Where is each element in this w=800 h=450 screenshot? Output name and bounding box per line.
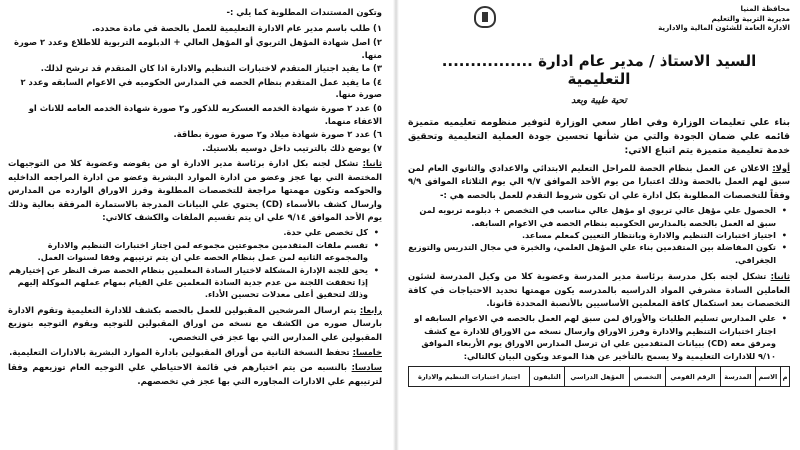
section-second bbox=[8, 157, 382, 224]
conditions-list bbox=[408, 204, 790, 266]
table-header-cell: الاسم bbox=[755, 367, 780, 387]
org-line: محافظة المنيا bbox=[740, 4, 790, 13]
section-text: تشكل لجنه بكل ادارة برئاسة مدير الادارة او من يفوضه وعضوية كلا من التوجيهات المختصة التي بها عجز وعضو من ادارة الموارد البشرية وعضو من ادارة المراجعه الداخليه والحوكمه وتكون مهمتها مراجعة للتخصصات المطلوبة وفرز الاوراق الوارده من المدارس وارسال كشف بالأسماء (CD) يحتوي علي البيانات المدرجة بالاستمارة المرفقة بعالية وذلك يوم الأحد الموافق ٩/١٤ علي ان يتم تقسيم الملفات والكشف كالاتي: bbox=[8, 158, 382, 222]
letter-title: السيد الاستاذ / مدير عام ادارة ................ التعليمية bbox=[441, 52, 757, 88]
condition-item: • اجتياز اختبارات التنظيم والادارة وبانتظار التعيين كمعلم مساعد. bbox=[408, 229, 790, 241]
greeting: تحية طيبة وبعد bbox=[571, 96, 627, 106]
document-page-1 bbox=[400, 0, 800, 450]
section-text: تشكل لجنه بكل مدرسة برئاسة مدير المدرسة وعضوية كلا من وكيل المدرسة لشئون العاملين السادة مشرفي المواد الدراسيه بالمدرسه يكون مهمتها تحديد الاحتياجات في كافة التخصصات بعد استكمال كافة المعلمين الأساسيين بالأنصبة المحددة قانونا. bbox=[408, 271, 790, 309]
table-header-cell: المدرسة bbox=[721, 367, 756, 387]
page-divider bbox=[393, 0, 399, 450]
sub-item: • يحق للجنة الإدارة المشكلة لاختيار السادة المعلمين بنظام الحصة صرف النظر عن إختيارهم إذا تحققت اللجنة من عدم جدية السادة المعلمين علي القيام بمهام عملهم الموكلة إليهم وذلك لتحقيق أعلى معدلات تحسين الأداء. bbox=[8, 264, 382, 301]
doc-item: ٤) ما يفيد عمل المتقدم بنظام الحصه في المدارس الحكوميه في الاعوام السابقه وعدد ٢ صورة منها. bbox=[20, 76, 382, 100]
section-second bbox=[408, 270, 790, 310]
section-text: تحفظ النسخة الثانية من أوراق المقبولين بادارة الموارد البشرية بالادارات التعليمية. bbox=[9, 347, 350, 358]
table-header-cell: م bbox=[780, 367, 789, 387]
section-label: ثانيا: bbox=[362, 158, 382, 169]
section-text: الاعلان عن العمل بنظام الحصة للمراحل التعليم الابتدائي والاعدادي والثانوي العام لمن سبق لهم العمل بالحصة وذلك اعتبارا من يوم الأحد الموافق ٩/٧ الي يوم الثلاثاء الموافق ٩/٩ وفقاً للتخصصات المطلوبة بكل ادارة علي ان تكون شروط التقدم للعمل بالحصه هي :- bbox=[408, 163, 790, 200]
doc-item: ١) طلب باسم مدير عام الادارة التعليمية للعمل بالحصة في مادة محدده. bbox=[91, 23, 382, 34]
table-header-cell: المؤهل الدراسي bbox=[565, 367, 630, 387]
docs-intro: وتكون المستندات المطلوبة كما يلي :- bbox=[226, 7, 382, 17]
condition-item: • الحصول علي مؤهل عالي تربوي او مؤهل عالي مناسب في التخصص + دبلومه تربويه لمن سبق له العمل بالحصه بالمدارس الحكوميه بنظام الحصه في الاعوام السابقه. bbox=[408, 204, 790, 229]
sub-item: • تقسم ملفات المتقدمين مجموعتين مجموعه لمن اجتاز اختبارات التنظيم والادارة والمجموعه الثانيه لمن عمل بنظام الحصه علي ان يتم ترتيبهم وفقا لسنوات العمل. bbox=[8, 239, 382, 264]
table-header-row bbox=[409, 367, 790, 387]
table-header-cell: التخصص bbox=[630, 367, 665, 387]
doc-item: ٧) يوضع ذلك بالترتيب داخل دوسيه بلاستيك. bbox=[202, 142, 382, 153]
section-label: سادسا: bbox=[351, 362, 382, 373]
applicants-table bbox=[408, 366, 790, 387]
committee-subitems bbox=[8, 226, 382, 300]
section-text: بالنسبه من يتم اختيارهم في قائمة الاحتياطي علي التوجيه العام توزيعهم وفقا لترتيبهم علي الادارات المجاوره التي بها عجز في تخصصهم. bbox=[8, 362, 382, 386]
section-text: يتم ارسال المرشحين المقبولين للعمل بالحصه بكشف للادارة التعليمية وتقوم الادارة بارسال صوره من الكشف مع نسخه من اوراق المقبولين للتوجيه ويقوم التوجيه بتوزيع المقبولين علي المدارس التي بها عجز في التخصص. bbox=[8, 304, 382, 342]
document-page-2 bbox=[0, 0, 392, 450]
section-label: رابعا: bbox=[359, 304, 382, 315]
section-label: أولا: bbox=[772, 163, 790, 173]
doc-item: ٦) عدد ٢ صورة شهادة ميلاد و٢ صورة صورة بطاقة. bbox=[173, 129, 382, 140]
required-docs-list bbox=[8, 22, 382, 154]
letter-intro: بناء علي تعليمات الوزارة وفي اطار سعي الوزارة لتوفير منظومه تعليميه متميزة قائمه علي ضمان الجودة والتي من شأنها تحسين جودة العملية التعليمية وتحقيق خدمة تعليمية متميزة يتم اتباع الاتي: bbox=[408, 117, 790, 156]
section-label: ثانيا: bbox=[770, 271, 791, 282]
doc-item: ٣) ما يفيد اجتياز المتقدم لاختبارات التنظيم والادارة اذا كان المتقدم قد ترشح لذلك. bbox=[40, 63, 382, 74]
table-header-cell: الرقم القومي bbox=[665, 367, 720, 387]
condition-item: • تكون المفاضلة بين المتقدمين بناء علي المؤهل العلمي، والخبرة في مجال التدريس والتوزيع الجغرافي. bbox=[408, 241, 790, 266]
section-label: خامسا: bbox=[352, 347, 382, 358]
school-step: • علي المدارس تسليم الطلبات والأوراق لمن سبق لهم العمل بالحصه في الاعوام السابقه او اجتاز اختبارات التنظيم والادارة وفرز الاوراق وارسال نسخه من الاوراق للادارة مع كشف ومرفق معه (CD) ببيانات المتقدمين علي ان ترسل المدارس الاوراق يوم الأربعاء الموافق ٩/١٠ للادارات التعليمية ولا يسمح بالتأخير عن هذا الموعد ويكون البيان كالتالي: bbox=[408, 312, 790, 362]
doc-item: ٥) عدد ٢ صورة شهادة الخدمه العسكريه للذكور و٢ صورة شهادة الخدمه العامه للاناث او الاعفاء منهما. bbox=[28, 102, 382, 126]
sub-item: • كل تخصص علي حدة. bbox=[8, 226, 382, 238]
section-fifth bbox=[8, 346, 382, 359]
organization-block bbox=[658, 4, 790, 33]
org-line: الادارة العامة للشئون المالية والادارية bbox=[658, 23, 790, 32]
section-first bbox=[408, 162, 790, 202]
table-header-cell: اجتياز اختبارات التنظيم والادارة bbox=[409, 367, 530, 387]
section-sixth bbox=[8, 361, 382, 388]
org-line: مديرية التربية والتعليم bbox=[711, 13, 790, 23]
doc-item: ٢) اصل شهادة المؤهل التربوي أو المؤهل العالي + الدبلومه التربوية للاطلاع وعدد ٢ صورة منها. bbox=[14, 37, 382, 60]
letterhead bbox=[408, 4, 790, 40]
eagle-emblem-icon bbox=[468, 4, 502, 34]
table-header-cell: التليفون bbox=[530, 367, 565, 387]
section-fourth bbox=[8, 304, 382, 344]
